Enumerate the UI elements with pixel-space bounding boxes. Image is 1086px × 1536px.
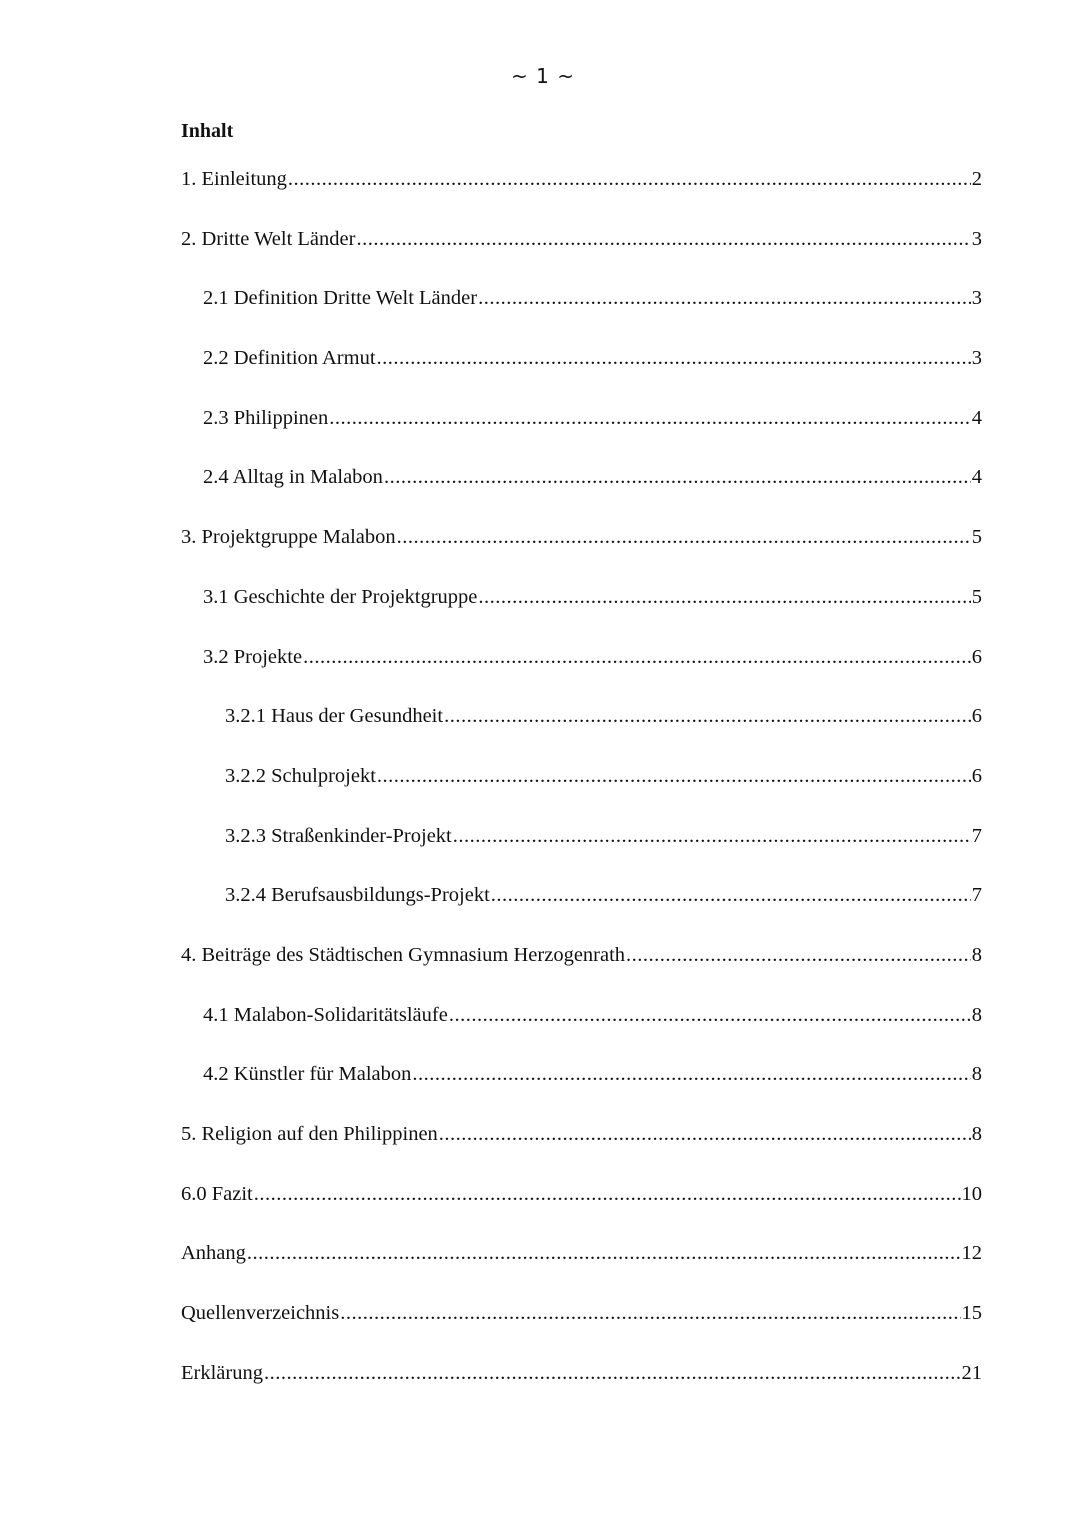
toc-entry-title: Quellenverzeichnis bbox=[181, 1302, 340, 1325]
toc-entry-title: 5. Religion auf den Philippinen bbox=[181, 1123, 438, 1145]
table-of-contents bbox=[181, 168, 982, 1421]
toc-entry[interactable] bbox=[181, 466, 982, 526]
toc-entry-page-number: 15 bbox=[961, 1302, 982, 1325]
toc-entry-title: 3. Projektgruppe Malabon bbox=[181, 526, 396, 549]
toc-dot-leader bbox=[626, 944, 971, 967]
toc-entry-title: 2. Dritte Welt Länder bbox=[181, 227, 356, 250]
toc-dot-leader bbox=[449, 1004, 971, 1027]
toc-entry-page-number: 4 bbox=[971, 466, 982, 489]
toc-entry[interactable] bbox=[181, 705, 982, 765]
toc-entry-title: 2.4 Alltag in Malabon bbox=[203, 466, 383, 489]
toc-entry-page-number: 10 bbox=[961, 1182, 982, 1205]
toc-entry[interactable] bbox=[181, 347, 982, 407]
toc-entry-title: 4. Beiträge des Städtischen Gymnasium Herzogenrath bbox=[181, 943, 626, 966]
toc-entry-title: Erklärung bbox=[181, 1361, 263, 1384]
toc-entry[interactable] bbox=[181, 1183, 982, 1243]
toc-entry[interactable] bbox=[181, 1242, 982, 1302]
toc-entry[interactable] bbox=[181, 228, 982, 288]
toc-entry-page-number: 8 bbox=[971, 1003, 982, 1026]
toc-entry-page-number: 2 bbox=[971, 168, 982, 190]
toc-entry-title: 2.3 Philippinen bbox=[203, 406, 329, 429]
toc-entry-title: 3.2.3 Straßenkinder-Projekt bbox=[225, 824, 452, 847]
toc-entry-title: 3.2 Projekte bbox=[203, 645, 303, 668]
toc-entry-title: 4.2 Künstler für Malabon bbox=[203, 1063, 412, 1086]
toc-entry[interactable] bbox=[181, 944, 982, 1004]
toc-entry[interactable] bbox=[181, 884, 982, 944]
toc-dot-leader bbox=[264, 1362, 961, 1385]
toc-dot-leader bbox=[356, 228, 970, 251]
toc-dot-leader bbox=[439, 1123, 971, 1146]
toc-dot-leader bbox=[288, 168, 971, 191]
toc-heading: Inhalt bbox=[181, 120, 234, 142]
toc-entry-title: 1. Einleitung bbox=[181, 168, 287, 190]
toc-dot-leader bbox=[444, 705, 971, 728]
toc-entry-title: 2.1 Definition Dritte Welt Länder bbox=[203, 287, 478, 310]
toc-dot-leader bbox=[254, 1183, 961, 1206]
toc-entry-page-number: 7 bbox=[971, 884, 982, 907]
toc-dot-leader bbox=[329, 407, 970, 430]
toc-entry[interactable] bbox=[181, 1302, 982, 1362]
toc-entry[interactable] bbox=[181, 1004, 982, 1064]
toc-entry-page-number: 7 bbox=[971, 824, 982, 847]
toc-entry[interactable] bbox=[181, 765, 982, 825]
toc-entry[interactable] bbox=[181, 287, 982, 347]
toc-dot-leader bbox=[491, 884, 971, 907]
toc-entry-title: 4.1 Malabon-Solidaritätsläufe bbox=[203, 1003, 448, 1026]
toc-dot-leader bbox=[303, 646, 971, 669]
toc-entry-title: Anhang bbox=[181, 1242, 246, 1265]
toc-entry[interactable] bbox=[181, 526, 982, 586]
toc-entry-page-number: 3 bbox=[971, 347, 982, 370]
toc-entry[interactable] bbox=[181, 586, 982, 646]
toc-entry-title: 3.2.4 Berufsausbildungs-Projekt bbox=[225, 884, 490, 907]
toc-entry-page-number: 3 bbox=[971, 287, 982, 310]
toc-entry-page-number: 4 bbox=[971, 406, 982, 429]
toc-entry-page-number: 8 bbox=[971, 1123, 982, 1145]
toc-entry-page-number: 8 bbox=[971, 1063, 982, 1086]
toc-entry-page-number: 5 bbox=[971, 585, 982, 608]
toc-entry-title: 6.0 Fazit bbox=[181, 1182, 253, 1205]
toc-dot-leader bbox=[377, 765, 971, 788]
toc-dot-leader bbox=[478, 287, 971, 310]
toc-entry[interactable] bbox=[181, 1063, 982, 1123]
toc-entry[interactable] bbox=[181, 1362, 982, 1422]
toc-entry-title: 3.2.2 Schulprojekt bbox=[225, 764, 376, 787]
toc-entry-title: 2.2 Definition Armut bbox=[203, 347, 376, 370]
toc-dot-leader bbox=[384, 466, 971, 489]
toc-entry-page-number: 6 bbox=[971, 645, 982, 668]
toc-entry-page-number: 21 bbox=[961, 1361, 982, 1384]
toc-entry[interactable] bbox=[181, 825, 982, 885]
toc-dot-leader bbox=[397, 526, 971, 549]
toc-entry-title: 3.2.1 Haus der Gesundheit bbox=[225, 705, 444, 728]
toc-dot-leader bbox=[377, 347, 971, 370]
toc-entry-page-number: 3 bbox=[971, 227, 982, 250]
page-number: ~ 1 ~ bbox=[511, 64, 575, 88]
toc-entry-page-number: 6 bbox=[971, 705, 982, 728]
toc-entry-page-number: 8 bbox=[971, 943, 982, 966]
toc-dot-leader bbox=[247, 1242, 961, 1265]
toc-dot-leader bbox=[478, 586, 970, 609]
toc-entry[interactable] bbox=[181, 1123, 982, 1183]
toc-entry[interactable] bbox=[181, 168, 982, 228]
toc-entry-title: 3.1 Geschichte der Projektgruppe bbox=[203, 585, 478, 608]
toc-entry-page-number: 12 bbox=[961, 1242, 982, 1265]
toc-entry-page-number: 5 bbox=[971, 526, 982, 549]
toc-entry-page-number: 6 bbox=[971, 764, 982, 787]
toc-dot-leader bbox=[453, 825, 971, 848]
toc-dot-leader bbox=[340, 1302, 960, 1325]
toc-dot-leader bbox=[412, 1063, 970, 1086]
toc-entry[interactable] bbox=[181, 407, 982, 467]
toc-entry[interactable] bbox=[181, 646, 982, 706]
